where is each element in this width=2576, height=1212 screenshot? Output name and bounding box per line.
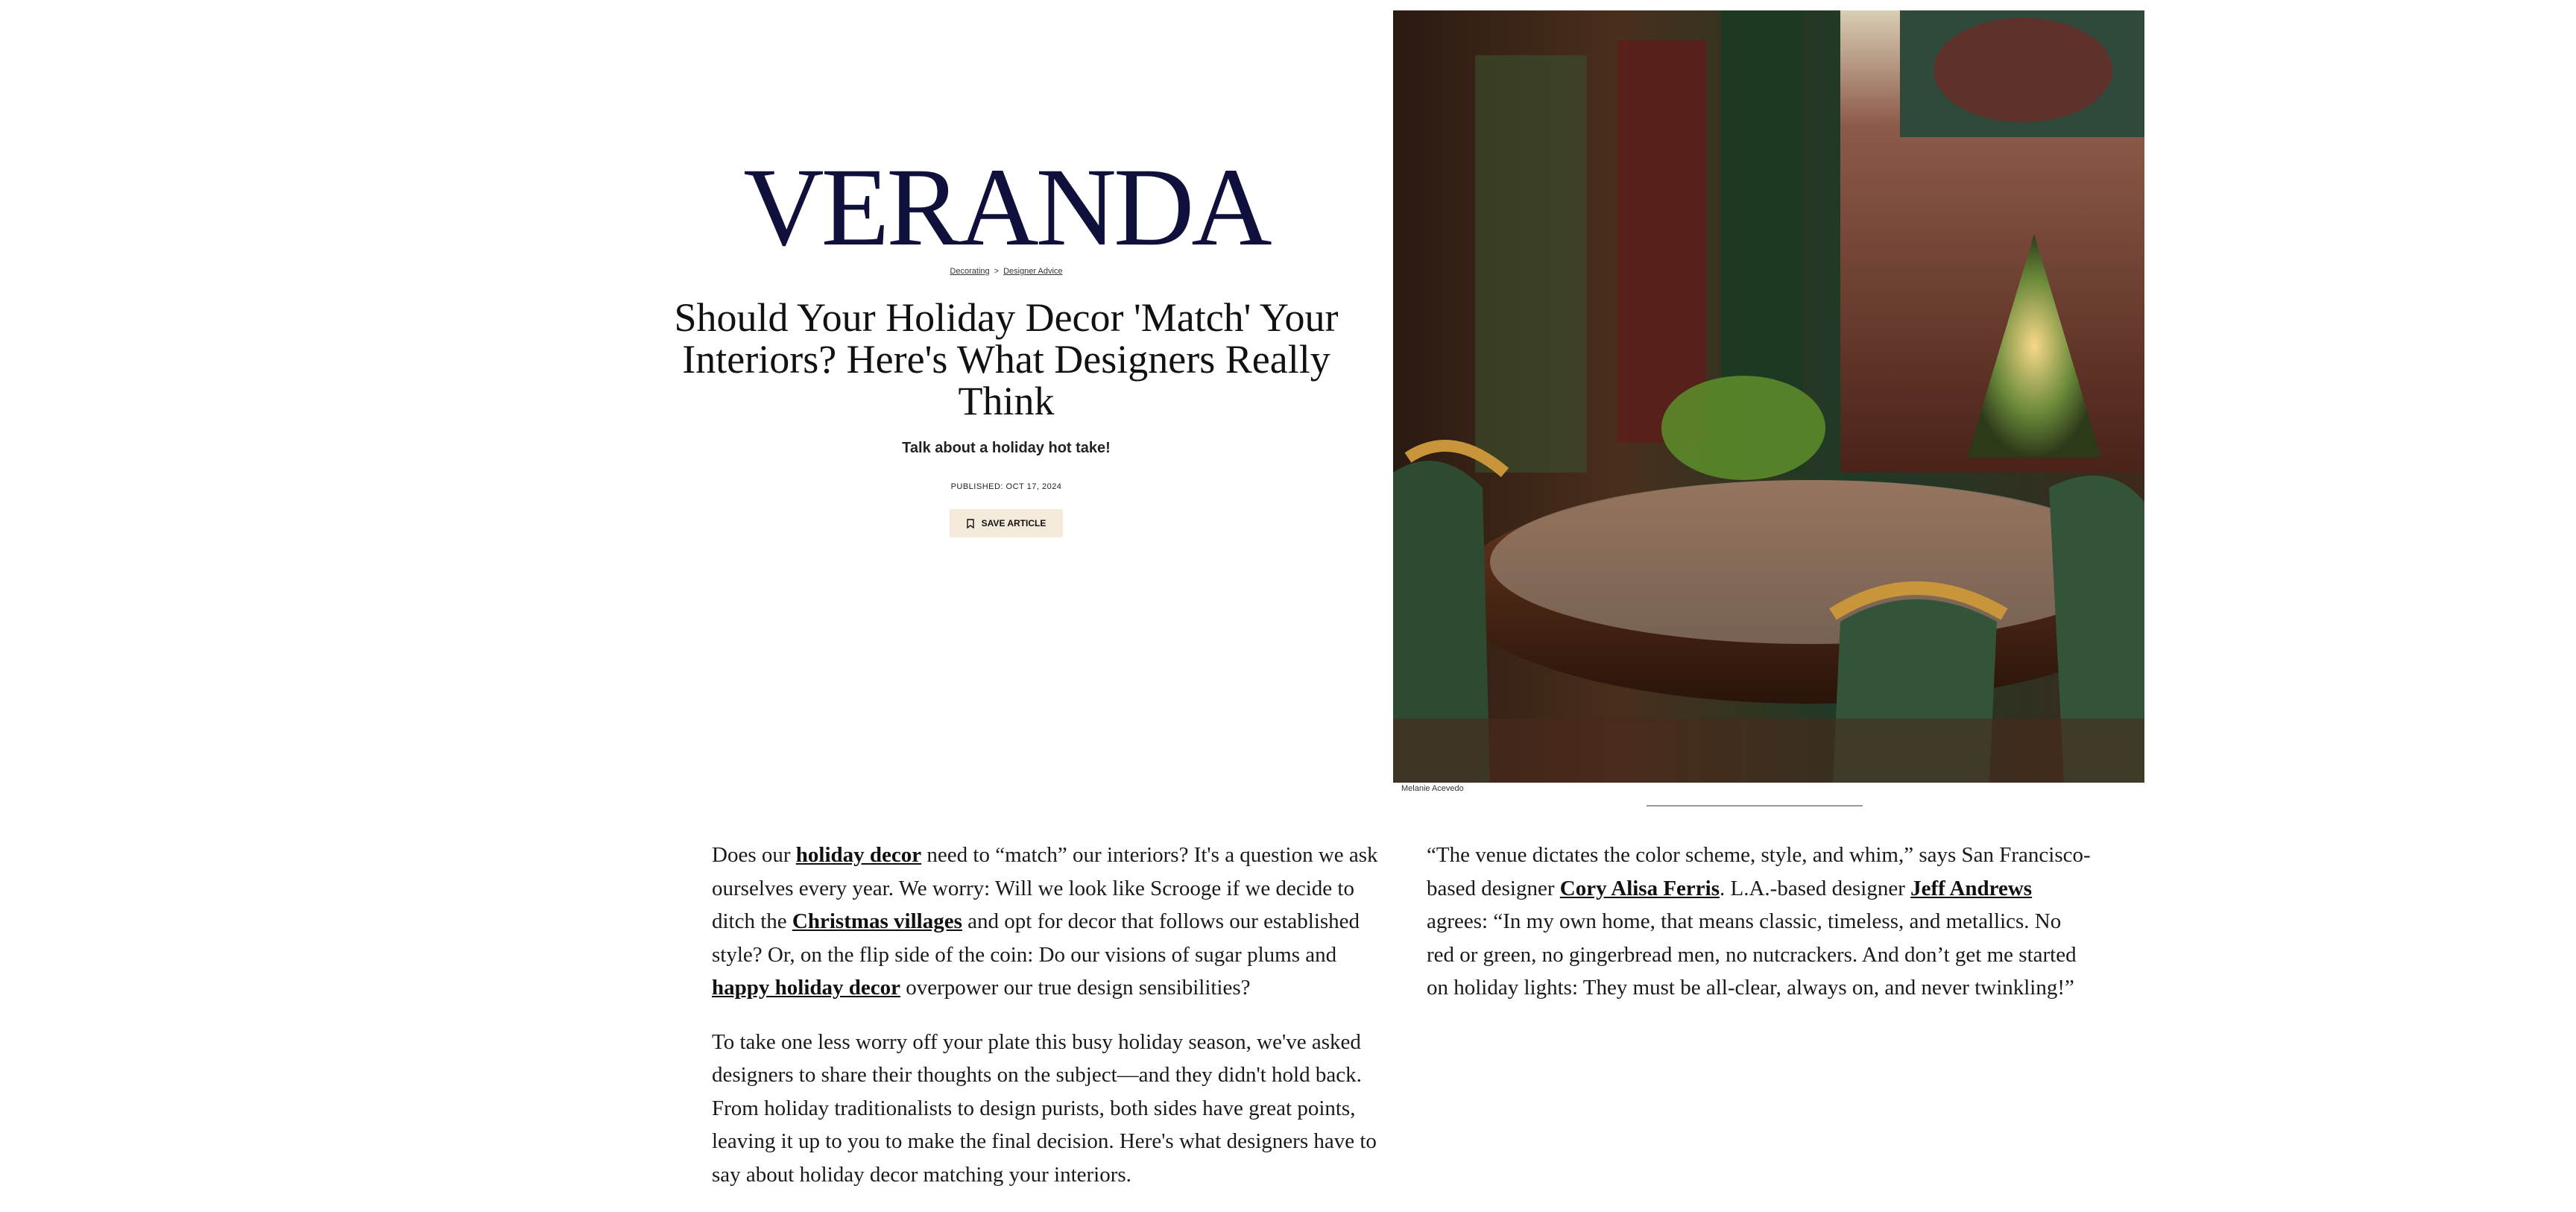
photo-credit: Melanie Acevedo	[1401, 784, 1464, 793]
inline-link[interactable]: Cory Alisa Ferris	[1559, 876, 1720, 900]
inline-link[interactable]: Christmas villages	[792, 909, 962, 933]
text-run: agrees: “In my own home, that means classic, timeless, and metallics. No red or green, no gingerbread men, no nutcrackers. And don’t get me started on holiday lights: They must be all-clear, always on, and never twinkling!”	[1427, 909, 2077, 1000]
hero-image	[1393, 10, 2144, 783]
divider	[1647, 805, 1863, 807]
veranda-logo[interactable]: VERANDA	[743, 145, 1269, 269]
paragraph-2	[712, 1026, 1379, 1192]
published-date: PUBLISHED: OCT 17, 2024	[950, 482, 1062, 491]
save-article-label: SAVE ARTICLE	[981, 518, 1046, 528]
paragraph-1	[712, 839, 1379, 1005]
paragraph-3	[1427, 839, 2094, 1005]
text-run: overpower our true design sensibilities?	[900, 976, 1251, 1000]
breadcrumb-decorating[interactable]: Decorating	[950, 267, 990, 276]
text-run: need to “match” our interiors? It's a question we ask ourselves every year. We worry: Will we look like Scrooge if we decide to ditch the	[712, 843, 1378, 933]
article-body-right	[1427, 839, 2094, 1026]
page-title: Should Your Holiday Decor 'Match' Your Interiors? Here's What Designers Really Think	[674, 295, 1339, 423]
text-run: . L.A.-based designer	[1720, 876, 1911, 900]
article-header	[671, 0, 1342, 783]
inline-link[interactable]: happy holiday decor	[712, 976, 900, 1000]
breadcrumb-designer-advice[interactable]: Designer Advice	[1003, 267, 1063, 276]
inline-link[interactable]: holiday decor	[795, 843, 922, 867]
text-run: To take one less worry off your plate this busy holiday season, we've asked designers to share their thoughts on the subject—and they didn't hold back. From holiday traditionalists to design purists, both sides have great points, leaving it up to you to make the final decision. Here's what designers have to say about holiday decor matching your interiors.	[712, 1029, 1377, 1187]
text-run: Does our	[712, 843, 796, 867]
text-run: “The venue dictates the color scheme, style, and whim,” says San Francisco-based designer	[1427, 843, 2091, 900]
save-article-button[interactable]	[950, 509, 1063, 537]
article-dek: Talk about a holiday hot take!	[902, 440, 1111, 456]
inline-link[interactable]: Jeff Andrews	[1910, 876, 2033, 900]
breadcrumb-separator: >	[994, 267, 1000, 276]
text-run: and opt for decor that follows our established style? Or, on the flip side of the coin: Do our visions of sugar plums and	[712, 909, 1360, 967]
dining-room-photo	[1393, 10, 2144, 783]
bookmark-icon	[967, 519, 974, 528]
article-body-left	[712, 839, 1379, 1212]
